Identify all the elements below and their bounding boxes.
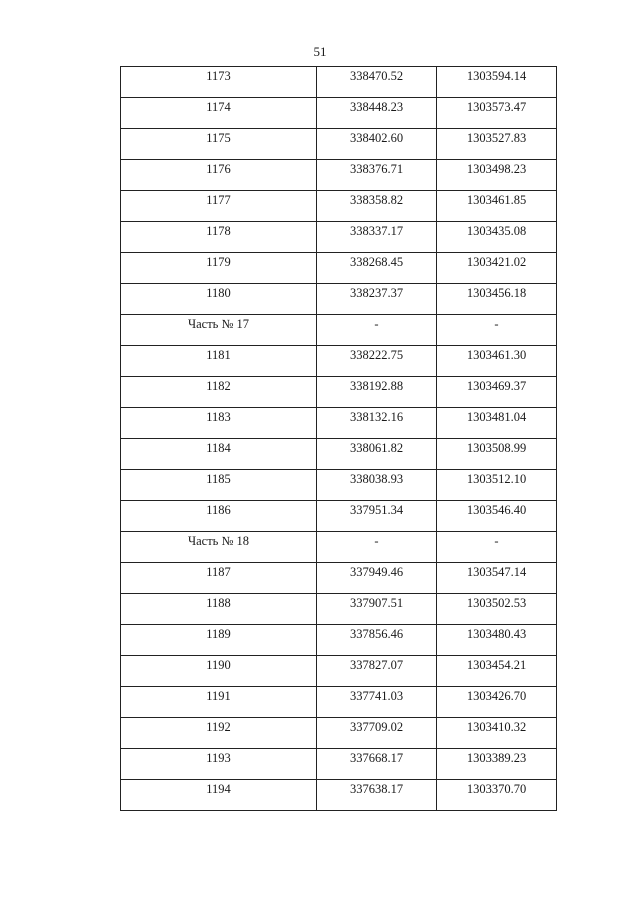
y-coordinate-cell	[437, 253, 557, 284]
table-row	[121, 346, 557, 377]
x-coordinate-cell-text: 338337.17	[349, 224, 404, 238]
point-cell	[121, 625, 317, 656]
x-coordinate-cell	[317, 67, 437, 98]
point-cell	[121, 315, 317, 346]
y-coordinate-cell-text: 1303461.85	[466, 193, 527, 207]
x-coordinate-cell-text: 337949.46	[349, 565, 404, 579]
x-coordinate-cell	[317, 191, 437, 222]
y-coordinate-cell-text: 1303461.30	[466, 348, 527, 362]
point-cell-text: 1179	[206, 255, 231, 269]
point-cell	[121, 656, 317, 687]
y-coordinate-cell	[437, 625, 557, 656]
point-cell	[121, 687, 317, 718]
table-row	[121, 377, 557, 408]
point-cell	[121, 98, 317, 129]
y-coordinate-cell-text: 1303547.14	[466, 565, 527, 579]
x-coordinate-cell	[317, 470, 437, 501]
x-coordinate-cell	[317, 532, 437, 563]
table-row	[121, 563, 557, 594]
point-cell-text: 1188	[206, 596, 231, 610]
y-coordinate-cell-text: 1303389.23	[466, 751, 527, 765]
coordinates-table-body	[121, 67, 557, 811]
point-cell-text: Часть № 18	[187, 534, 250, 548]
y-coordinate-cell	[437, 594, 557, 625]
point-cell-text: 1182	[206, 379, 231, 393]
table-row	[121, 284, 557, 315]
table-row	[121, 656, 557, 687]
x-coordinate-cell	[317, 625, 437, 656]
point-cell	[121, 594, 317, 625]
x-coordinate-cell-text: 338192.88	[349, 379, 404, 393]
x-coordinate-cell	[317, 160, 437, 191]
table-row	[121, 67, 557, 98]
y-coordinate-cell-text: 1303435.08	[466, 224, 527, 238]
table-row	[121, 253, 557, 284]
x-coordinate-cell-text: 338470.52	[349, 69, 404, 83]
point-cell	[121, 439, 317, 470]
table-row	[121, 191, 557, 222]
point-cell-text: 1194	[206, 782, 231, 796]
table-row	[121, 408, 557, 439]
y-coordinate-cell-text: 1303426.70	[466, 689, 527, 703]
y-coordinate-cell	[437, 408, 557, 439]
y-coordinate-cell	[437, 377, 557, 408]
y-coordinate-cell-text: 1303456.18	[466, 286, 527, 300]
y-coordinate-cell-text: 1303594.14	[466, 69, 527, 83]
x-coordinate-cell	[317, 749, 437, 780]
x-coordinate-cell	[317, 594, 437, 625]
point-cell	[121, 191, 317, 222]
y-coordinate-cell-text: 1303480.43	[466, 627, 527, 641]
coordinates-table	[120, 66, 557, 811]
point-cell	[121, 563, 317, 594]
x-coordinate-cell-text: 338402.60	[349, 131, 404, 145]
point-cell-text: 1189	[206, 627, 231, 641]
x-coordinate-cell	[317, 718, 437, 749]
table-row	[121, 129, 557, 160]
x-coordinate-cell-text: 338237.37	[349, 286, 404, 300]
point-cell-text: 1173	[206, 69, 231, 83]
point-cell-text: 1176	[206, 162, 231, 176]
x-coordinate-cell	[317, 222, 437, 253]
point-cell-text: 1181	[206, 348, 231, 362]
y-coordinate-cell	[437, 439, 557, 470]
x-coordinate-cell-text: 338268.45	[349, 255, 404, 269]
x-coordinate-cell-text: 338358.82	[349, 193, 404, 207]
x-coordinate-cell	[317, 780, 437, 811]
table-row	[121, 98, 557, 129]
point-cell	[121, 377, 317, 408]
y-coordinate-cell	[437, 563, 557, 594]
table-row	[121, 718, 557, 749]
point-cell	[121, 222, 317, 253]
x-coordinate-cell	[317, 284, 437, 315]
y-coordinate-cell-text: 1303370.70	[466, 782, 527, 796]
x-coordinate-cell	[317, 253, 437, 284]
point-cell-text: 1180	[206, 286, 231, 300]
table-row	[121, 470, 557, 501]
y-coordinate-cell	[437, 656, 557, 687]
table-row	[121, 687, 557, 718]
x-coordinate-cell	[317, 129, 437, 160]
y-coordinate-cell	[437, 501, 557, 532]
y-coordinate-cell	[437, 160, 557, 191]
y-coordinate-cell	[437, 780, 557, 811]
x-coordinate-cell	[317, 563, 437, 594]
x-coordinate-cell-text: 338038.93	[349, 472, 404, 486]
point-cell-text: 1185	[206, 472, 231, 486]
point-cell	[121, 67, 317, 98]
y-coordinate-cell-text: 1303498.23	[466, 162, 527, 176]
y-coordinate-cell-text: -	[494, 534, 499, 548]
y-coordinate-cell-text: 1303481.04	[466, 410, 527, 424]
x-coordinate-cell-text: -	[374, 317, 379, 331]
table-row	[121, 160, 557, 191]
x-coordinate-cell	[317, 377, 437, 408]
table-row	[121, 594, 557, 625]
x-coordinate-cell-text: 338132.16	[349, 410, 404, 424]
point-cell	[121, 284, 317, 315]
point-cell	[121, 160, 317, 191]
x-coordinate-cell	[317, 439, 437, 470]
point-cell-text: 1184	[206, 441, 231, 455]
point-cell	[121, 780, 317, 811]
y-coordinate-cell-text: 1303573.47	[466, 100, 527, 114]
point-cell-text: 1177	[206, 193, 231, 207]
point-cell-text: 1183	[206, 410, 231, 424]
y-coordinate-cell	[437, 532, 557, 563]
x-coordinate-cell-text: 337951.34	[349, 503, 404, 517]
y-coordinate-cell	[437, 67, 557, 98]
y-coordinate-cell-text: 1303421.02	[466, 255, 527, 269]
point-cell	[121, 501, 317, 532]
table-row	[121, 749, 557, 780]
y-coordinate-cell	[437, 284, 557, 315]
table-row	[121, 315, 557, 346]
y-coordinate-cell-text: 1303469.37	[466, 379, 527, 393]
point-cell	[121, 253, 317, 284]
x-coordinate-cell-text: 337907.51	[349, 596, 404, 610]
table-row	[121, 532, 557, 563]
y-coordinate-cell	[437, 470, 557, 501]
x-coordinate-cell-text: 337638.17	[349, 782, 404, 796]
point-cell-text: 1193	[206, 751, 231, 765]
page-number: 51	[313, 44, 327, 59]
y-coordinate-cell	[437, 718, 557, 749]
x-coordinate-cell-text: 338061.82	[349, 441, 404, 455]
y-coordinate-cell	[437, 98, 557, 129]
point-cell	[121, 532, 317, 563]
point-cell-text: 1187	[206, 565, 231, 579]
y-coordinate-cell	[437, 749, 557, 780]
table-row	[121, 780, 557, 811]
point-cell-text: 1174	[206, 100, 231, 114]
y-coordinate-cell	[437, 315, 557, 346]
point-cell-text: 1175	[206, 131, 231, 145]
y-coordinate-cell-text: 1303410.32	[466, 720, 527, 734]
point-cell-text: Часть № 17	[187, 317, 250, 331]
table-row	[121, 625, 557, 656]
point-cell	[121, 718, 317, 749]
x-coordinate-cell	[317, 408, 437, 439]
y-coordinate-cell-text: -	[494, 317, 499, 331]
y-coordinate-cell-text: 1303508.99	[466, 441, 527, 455]
y-coordinate-cell-text: 1303546.40	[466, 503, 527, 517]
point-cell-text: 1192	[206, 720, 231, 734]
point-cell	[121, 129, 317, 160]
x-coordinate-cell	[317, 346, 437, 377]
x-coordinate-cell	[317, 98, 437, 129]
x-coordinate-cell	[317, 656, 437, 687]
point-cell	[121, 749, 317, 780]
y-coordinate-cell-text: 1303502.53	[466, 596, 527, 610]
point-cell-text: 1191	[206, 689, 231, 703]
y-coordinate-cell-text: 1303454.21	[466, 658, 527, 672]
x-coordinate-cell	[317, 687, 437, 718]
x-coordinate-cell-text: 338448.23	[349, 100, 404, 114]
x-coordinate-cell-text: 337709.02	[349, 720, 404, 734]
y-coordinate-cell	[437, 346, 557, 377]
x-coordinate-cell-text: 338376.71	[349, 162, 404, 176]
table-row	[121, 439, 557, 470]
point-cell-text: 1178	[206, 224, 231, 238]
x-coordinate-cell-text: 337856.46	[349, 627, 404, 641]
y-coordinate-cell-text: 1303527.83	[466, 131, 527, 145]
x-coordinate-cell	[317, 501, 437, 532]
y-coordinate-cell	[437, 191, 557, 222]
y-coordinate-cell	[437, 687, 557, 718]
y-coordinate-cell	[437, 129, 557, 160]
x-coordinate-cell	[317, 315, 437, 346]
x-coordinate-cell-text: 337668.17	[349, 751, 404, 765]
y-coordinate-cell	[437, 222, 557, 253]
x-coordinate-cell-text: 337827.07	[349, 658, 404, 672]
x-coordinate-cell-text: 338222.75	[349, 348, 404, 362]
y-coordinate-cell-text: 1303512.10	[466, 472, 527, 486]
table-row	[121, 222, 557, 253]
point-cell-text: 1186	[206, 503, 231, 517]
x-coordinate-cell-text: -	[374, 534, 379, 548]
point-cell	[121, 470, 317, 501]
point-cell	[121, 346, 317, 377]
point-cell	[121, 408, 317, 439]
table-row	[121, 501, 557, 532]
x-coordinate-cell-text: 337741.03	[349, 689, 404, 703]
point-cell-text: 1190	[206, 658, 231, 672]
